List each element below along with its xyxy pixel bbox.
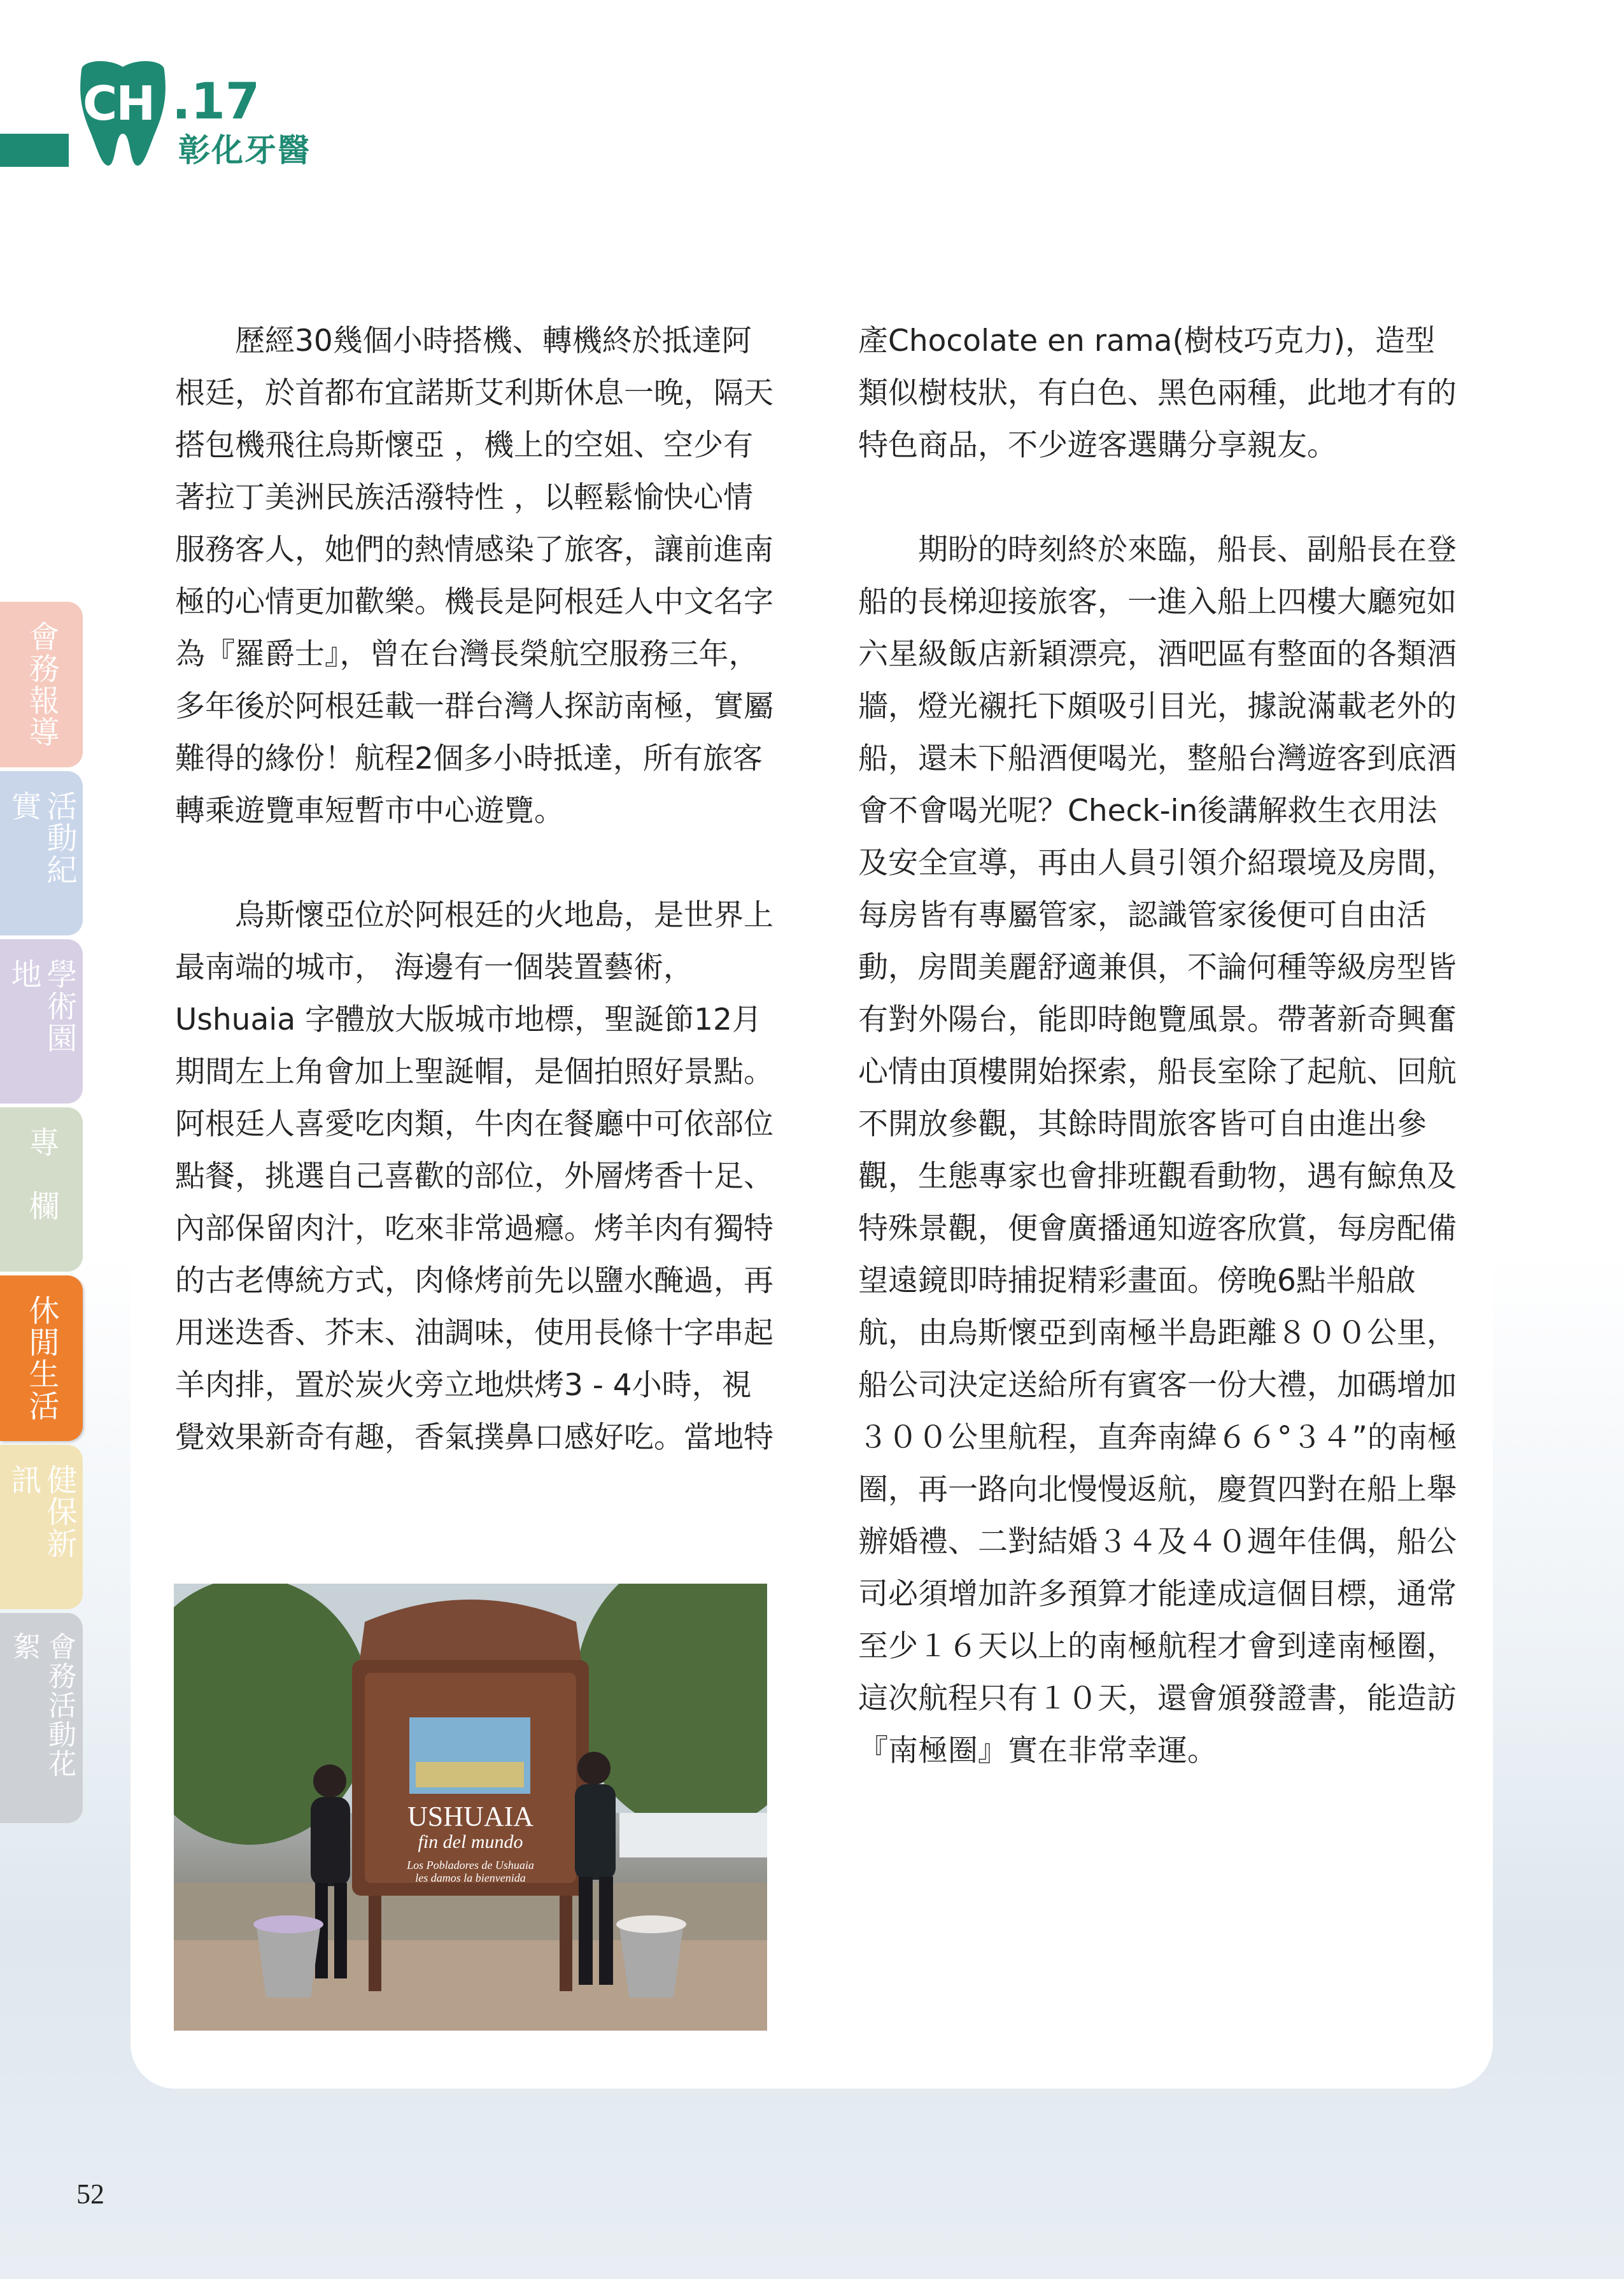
sign-line: Los Pobladores de Ushuaia <box>407 1859 534 1871</box>
tab-highlights[interactable] <box>0 1613 83 1823</box>
tab-health-insurance[interactable] <box>0 1445 83 1609</box>
article-column-right <box>858 315 1463 1777</box>
tab-label: 專 欄 <box>24 1126 59 1222</box>
header-accent-bar <box>0 134 69 167</box>
article-column-left <box>175 315 780 1464</box>
tab-label: 休閒生活 <box>24 1295 59 1422</box>
sign-title: USHUAIA <box>407 1801 533 1832</box>
tab-label: 活動紀實 <box>6 790 77 886</box>
photo-illustration <box>174 1584 767 2031</box>
chapter-code: CH <box>83 76 155 131</box>
tab-label: 健保新訊 <box>6 1464 77 1559</box>
paragraph: 烏斯懷亞位於阿根廷的火地島，是世界上最南端的城市， 海邊有一個裝置藝術，Ushuaia 字體放大版城市地標，聖誕節12月期間左上角會加上聖誕帽，是個拍照好景點。阿根廷人喜愛吃肉類，牛肉在餐廳中可依部位點餐，挑選自己喜歡的部位，外層烤香十足、內部保留肉汁，吃來非常過癮。烤羊肉有獨特的古老傳統方式，肉條烤前先以鹽水醃過，再用迷迭香、芥末、油調味，使用長條十字串起羊肉排，置於炭火旁立地烘烤3 - 4小時，視覺效果新奇有趣，香氣撲鼻口感好吃。當地特 <box>175 898 773 1455</box>
tab-leisure[interactable] <box>0 1275 83 1441</box>
chapter-number: .17 <box>172 73 260 131</box>
paragraph: 產Chocolate en rama(樹枝巧克力)，造型類似樹枝狀，有白色、黑色兩種，此地才有的特色商品，不少遊客選購分享親友。 <box>858 323 1457 463</box>
ushuaia-sign-photo <box>174 1584 767 2031</box>
tab-label: 會務報導 <box>24 621 59 748</box>
tab-column[interactable] <box>0 1107 83 1272</box>
paragraph: 歷經30幾個小時搭機、轉機終於抵達阿根廷，於首都布宜諾斯艾利斯休息一晚，隔天搭包機飛往烏斯懷亞 ，機上的空姐、空少有著拉丁美洲民族活潑特性 ，以輕鬆愉快心情服務客人，她們的熱情感染了旅客，讓前進南極的心情更加歡樂。機長是阿根廷人中文名字為『羅爵士』，曾在台灣長榮航空服務三年，多年後於阿根廷載一群台灣人探訪南極，實屬難得的緣份！航程2個多小時抵達，所有旅客轉乘遊覽車短暫市中心遊覽。 <box>175 323 773 828</box>
chapter-name: 彰化牙醫 <box>178 132 311 169</box>
section-tabs <box>0 602 83 1827</box>
tab-label: 會務活動花絮 <box>8 1632 76 1778</box>
paragraph: 期盼的時刻終於來臨，船長、副船長在登船的長梯迎接旅客，一進入船上四樓大廳宛如六星級飯店新穎漂亮，酒吧區有整面的各類酒牆，燈光襯托下頗吸引目光，據說滿載老外的船，還未下船酒便喝光，整船台灣遊客到底酒會不會喝光呢？Check-in後講解救生衣用法及安全宣導，再由人員引領介紹環境及房間，每房皆有專屬管家，認識管家後便可自由活動，房間美麗舒適兼俱，不論何種等級房型皆有對外陽台，能即時飽覽風景。帶著新奇興奮心情由頂樓開始探索，船長室除了起航、回航不開放參觀，其餘時間旅客皆可自由進出參觀，生態專家也會排班觀看動物，遇有鯨魚及特殊景觀，便會廣播通知遊客欣賞，每房配備望遠鏡即時捕捉精彩畫面。傍晚6點半船啟航，由烏斯懷亞到南極半島距離８００公里，船公司決定送給所有賓客一份大禮，加碼增加３００公里航程，直奔南緯６６°３４”的南極圈，再一路向北慢慢返航，慶賀四對在船上舉辦婚禮、二對結婚３４及４０週年佳偶，船公司必須增加許多預算才能達成這個目標，通常至少１６天以上的南極航程才會到達南極圈，這次航程只有１０天，還會頒發證書，能造訪『南極圈』實在非常幸運。 <box>858 532 1457 1768</box>
sign-line: les damos la bienvenida <box>415 1871 526 1884</box>
tab-activities[interactable] <box>0 771 83 935</box>
tab-academic[interactable] <box>0 939 83 1104</box>
tab-news[interactable] <box>0 602 83 767</box>
tab-label: 學術園地 <box>6 958 77 1054</box>
sign-subtitle: fin del mundo <box>418 1831 523 1852</box>
page-number: 52 <box>76 2178 104 2210</box>
